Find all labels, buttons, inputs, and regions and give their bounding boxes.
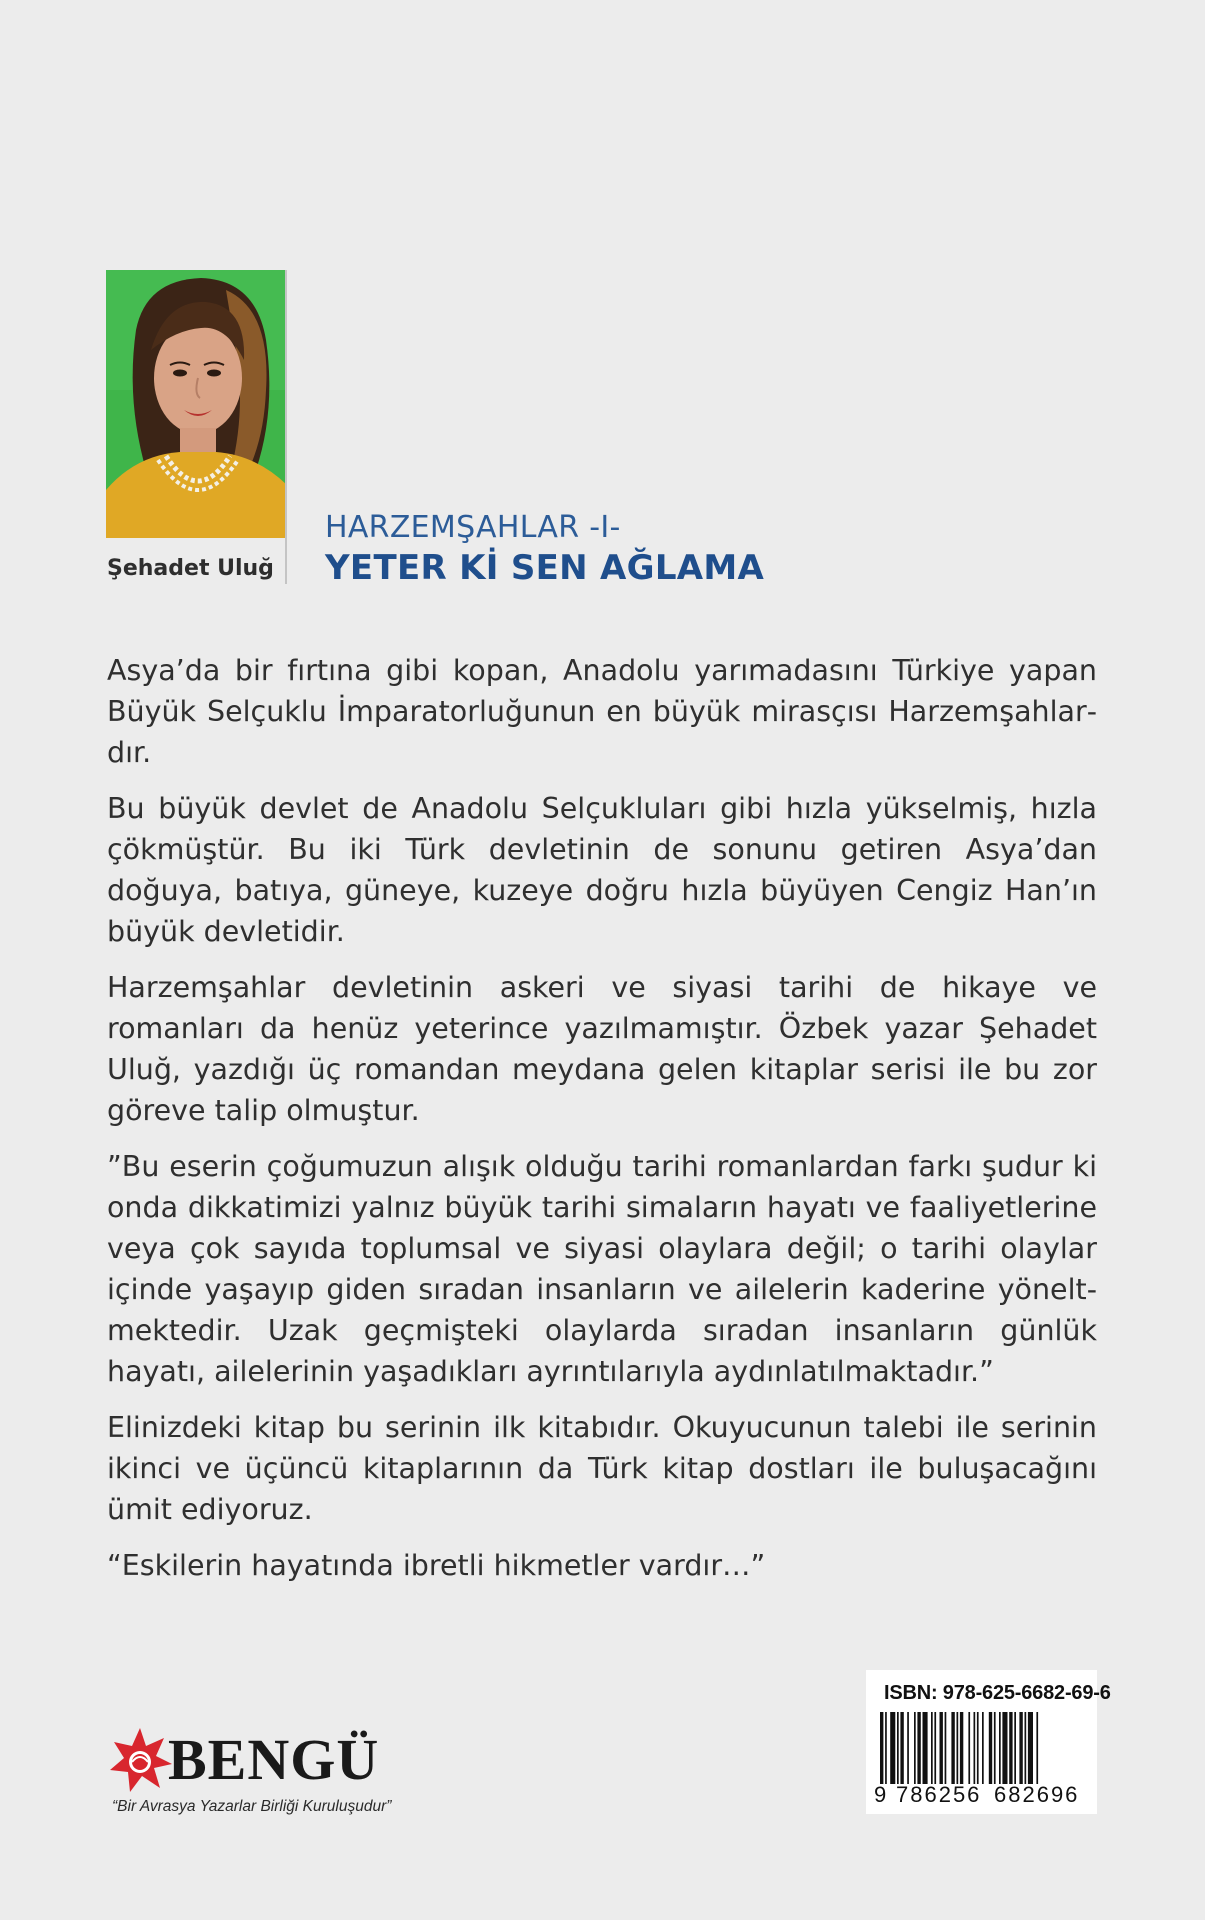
isbn-digits-left: 786256 bbox=[896, 1782, 982, 1807]
photo-divider bbox=[285, 270, 287, 584]
blurb-paragraph: Elinizdeki kitap bu serinin ilk kitabıdır. Okuyucunun talebi ile serinin ikinci ve üçüncü kitaplarının da Türk kitap dostları ile buluşacağını ümit ediyoruz. bbox=[107, 1411, 1097, 1526]
star-emblem-icon bbox=[106, 1726, 174, 1794]
isbn-digits-right: 682696 bbox=[994, 1782, 1080, 1807]
author-photo bbox=[106, 270, 287, 538]
book-title: YETER Kİ SEN AĞLAMA bbox=[325, 548, 765, 588]
isbn-label: ISBN: 978-625-6682-69-6 bbox=[884, 1682, 1111, 1704]
author-name: Şehadet Uluğ bbox=[107, 556, 274, 581]
publisher-logo bbox=[106, 1726, 406, 1816]
author-portrait-image bbox=[106, 270, 287, 538]
blurb-paragraph: ”Bu eserin çoğumuzun alışık olduğu tarihi romanlardan farkı şudur ki onda dikkatimizi yalnız büyük tarihi simaların hayatı ve faaliyetlerine veya çok sayıda toplumsal ve siyasi olaylara değil; o tarihi olaylar içinde yaşayıp giden sıradan insanların ve ailelerin kaderine yöneltmektedir. Uzak geçmişteki olaylarda sıradan insanların günlük hayatı, ailelerinin yaşadıkları ayrıntılarıyla aydınlatılmaktadır.” bbox=[107, 1150, 1097, 1388]
publisher-name: BENGÜ bbox=[168, 1727, 380, 1792]
blurb-paragraph: “Eskilerin hayatında ibretli hikmetler vardır…” bbox=[107, 1549, 766, 1582]
blurb-paragraph: Harzemşahlar devletinin askeri ve siyasi tarihi de hikaye ve romanları da henüz yeterince yazılmamıştır. Özbek yazar Şehadet Uluğ, yazdığı üç romandan meydana gelen kitaplar serisi ile bu zor göreve talip olmuştur. bbox=[107, 971, 1097, 1127]
isbn-digit-first: 9 bbox=[874, 1782, 887, 1807]
barcode-icon bbox=[880, 1712, 1084, 1784]
blurb-paragraph: Bu büyük devlet de Anadolu Selçukluları gibi hızla yükselmiş, hızla çökmüştür. Bu iki Türk devletinin de sonunu getiren Asya’dan doğuya, batıya, güneye, kuzeye doğru hızla büyüyen Cengiz Han’ın büyük devletidir. bbox=[107, 792, 1097, 948]
back-cover-blurb bbox=[107, 650, 1097, 1601]
blurb-paragraph: Asya’da bir fırtına gibi kopan, Anadolu yarımadasını Türkiye yapan Büyük Selçuklu İmparatorluğunun en büyük mirasçısı Harzemşahlardır. bbox=[107, 654, 1097, 769]
isbn-barcode-box bbox=[866, 1670, 1111, 1814]
series-title: HARZEMŞAHLAR -I- bbox=[325, 510, 621, 545]
publisher-tagline: “Bir Avrasya Yazarlar Birliği Kuruluşudur” bbox=[112, 1798, 392, 1815]
